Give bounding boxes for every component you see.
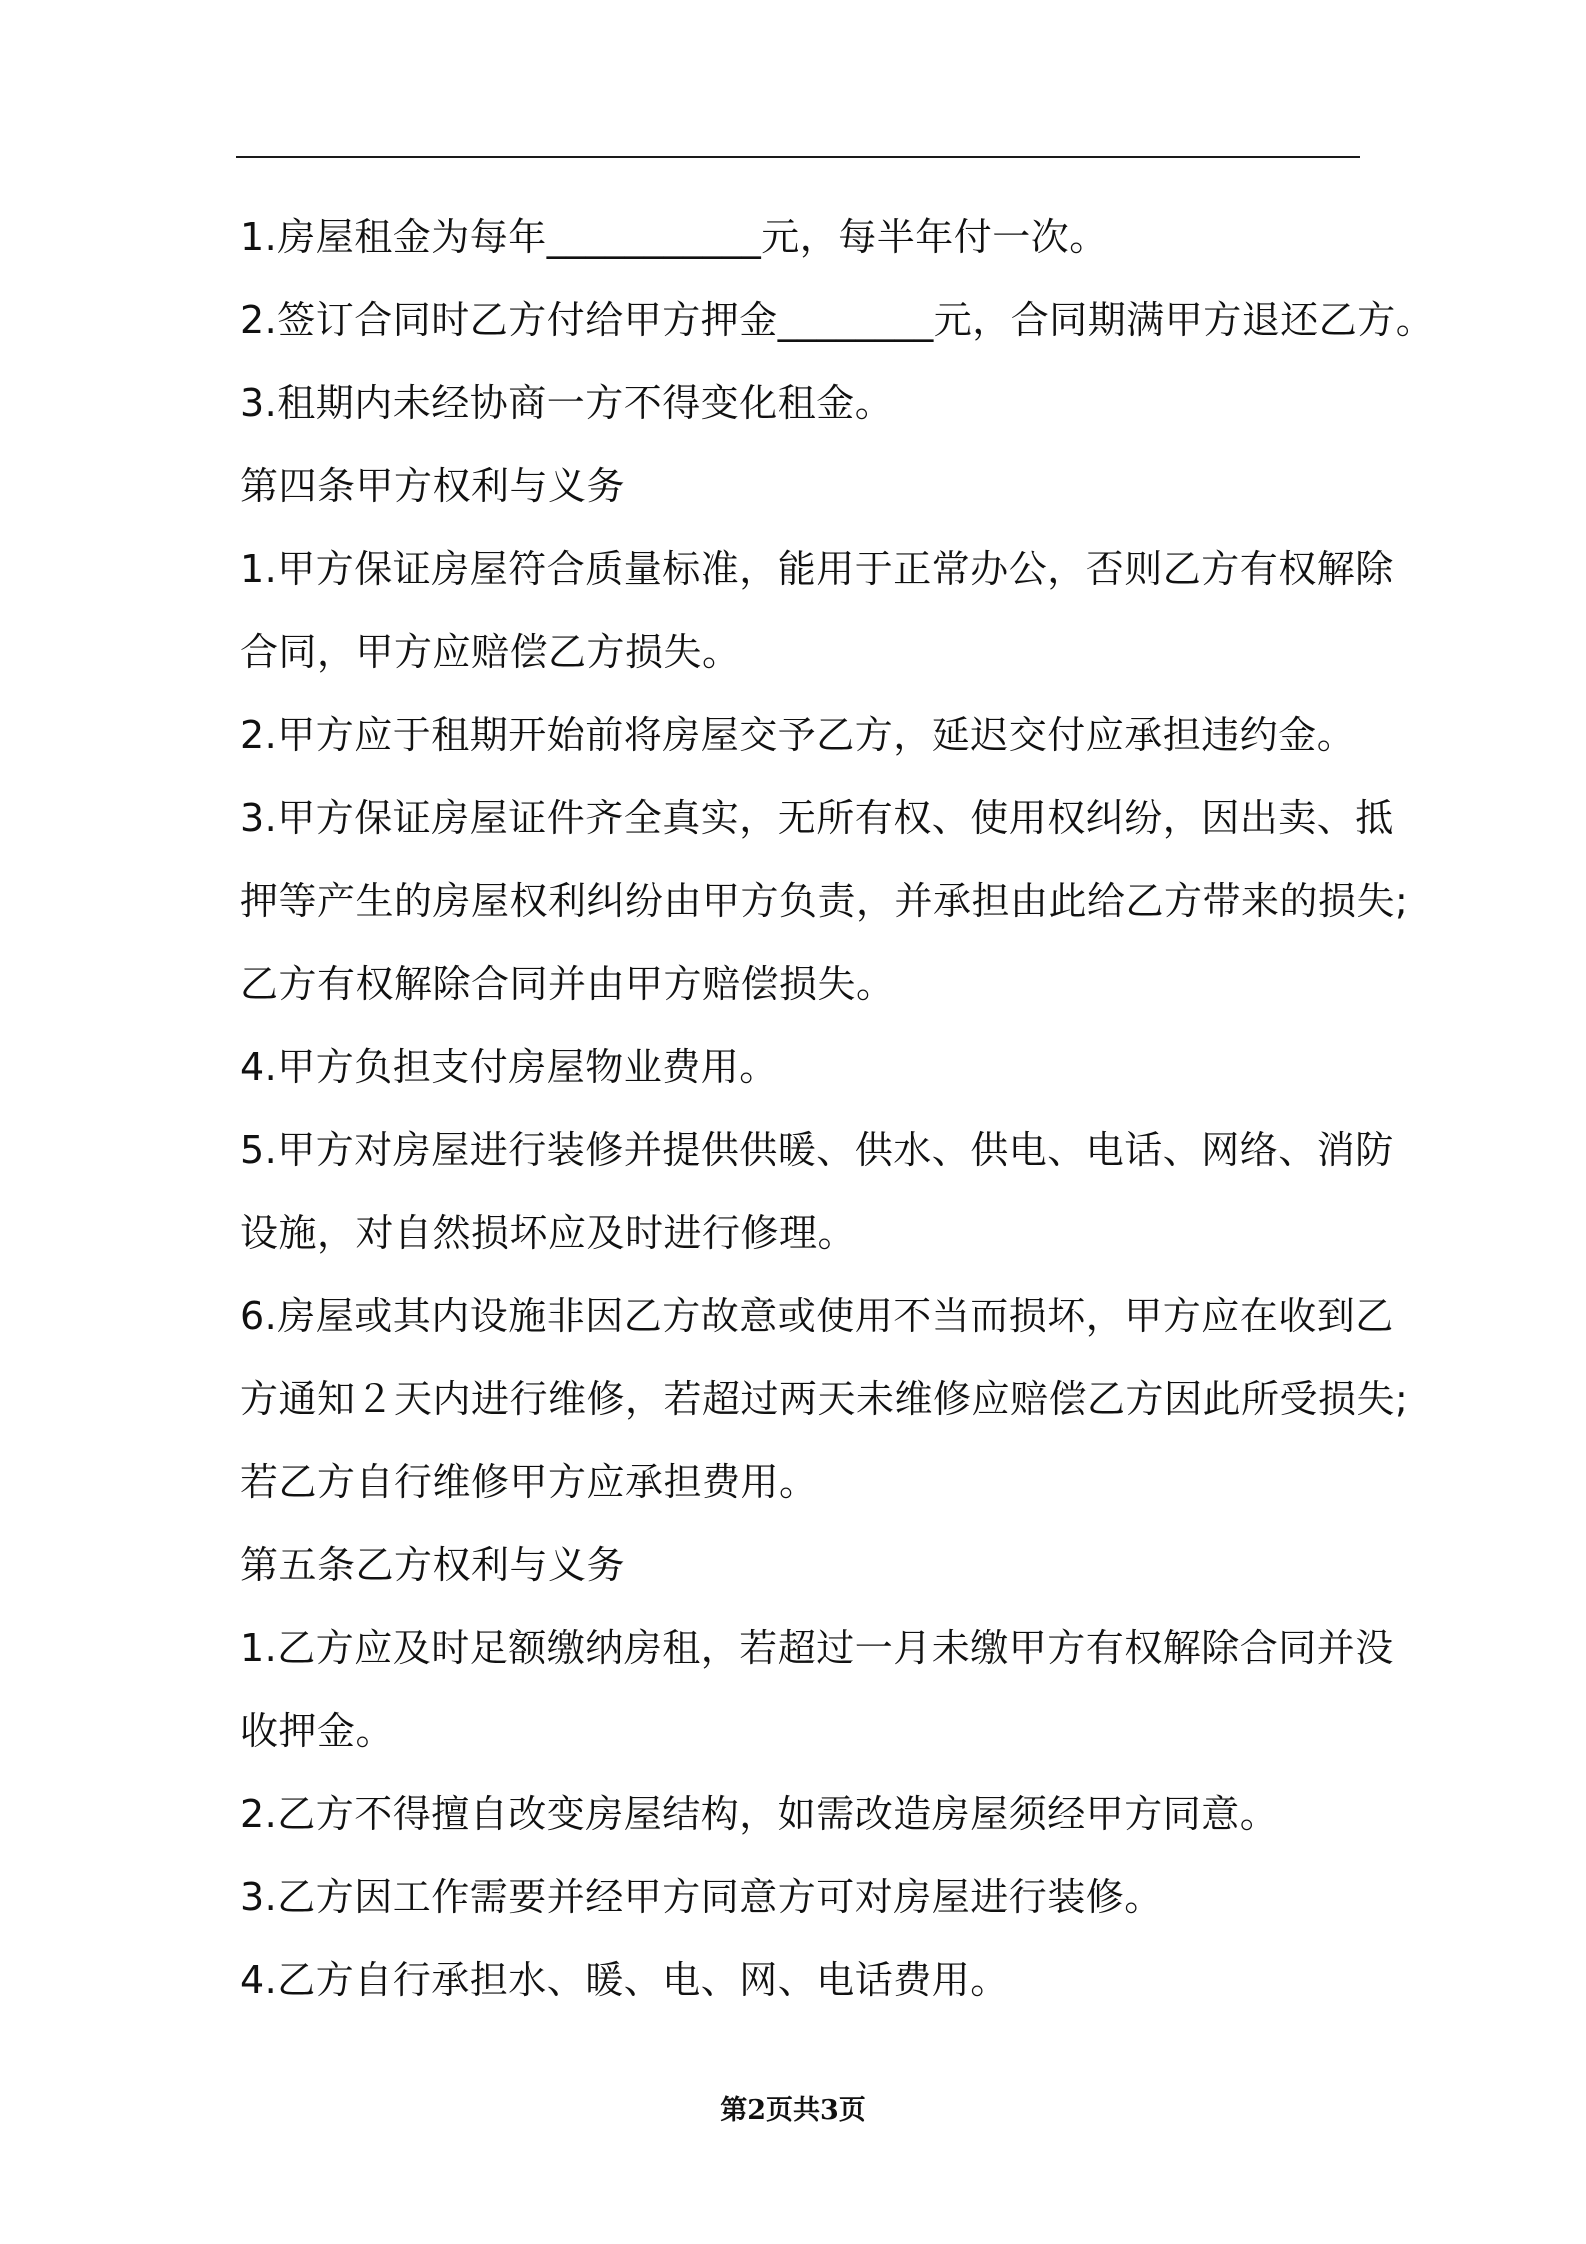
- text-line-11: 4.甲方负担支付房屋物业费用。: [240, 1045, 778, 1089]
- text-line-12: 5.甲方对房屋进行装修并提供供暖、供水、供电、电话、网络、消防: [240, 1128, 1394, 1172]
- text-line-6: 合同，甲方应赔偿乙方损失。: [240, 630, 741, 674]
- text-line-20: 2.乙方不得擅自改变房屋结构，如需改造房屋须经甲方同意。: [240, 1792, 1279, 1836]
- text-line-15: 方通知２天内进行维修，若超过两天未维修应赔偿乙方因此所受损失;: [240, 1377, 1409, 1421]
- text-line-21: 3.乙方因工作需要并经甲方同意方可对房屋进行装修。: [240, 1875, 1163, 1919]
- text-line-13: 设施，对自然损坏应及时进行修理。: [240, 1211, 857, 1255]
- text-line-1: 1.房屋租金为每年___________元，每半年付一次。: [240, 215, 1108, 259]
- text-line-3: 3.租期内未经协商一方不得变化租金。: [240, 381, 894, 425]
- text-line-8: 3.甲方保证房屋证件齐全真实，无所有权、使用权纠纷，因出卖、抵: [240, 796, 1394, 840]
- header-rule: [236, 156, 1360, 158]
- text-line-14: 6.房屋或其内设施非因乙方故意或使用不当而损坏，甲方应在收到乙: [240, 1294, 1394, 1338]
- page-number-footer: 第2页共3页: [720, 2095, 866, 2126]
- text-line-9: 押等产生的房屋权利纠纷由甲方负责，并承担由此给乙方带来的损失;: [240, 879, 1409, 923]
- document-body: [240, 196, 1435, 2022]
- section-heading-article-4: 第四条甲方权利与义务: [240, 464, 626, 508]
- text-line-2: 2.签订合同时乙方付给甲方押金________元，合同期满甲方退还乙方。: [240, 298, 1435, 342]
- text-line-7: 2.甲方应于租期开始前将房屋交予乙方，延迟交付应承担违约金。: [240, 713, 1356, 757]
- text-line-16: 若乙方自行维修甲方应承担费用。: [240, 1460, 818, 1504]
- section-heading-article-5: 第五条乙方权利与义务: [240, 1543, 626, 1587]
- text-line-19: 收押金。: [240, 1709, 395, 1753]
- text-line-18: 1.乙方应及时足额缴纳房租，若超过一月未缴甲方有权解除合同并没: [240, 1626, 1394, 1670]
- text-line-10: 乙方有权解除合同并由甲方赔偿损失。: [240, 962, 895, 1006]
- text-line-22: 4.乙方自行承担水、暖、电、网、电话费用。: [240, 1958, 1009, 2002]
- text-line-5: 1.甲方保证房屋符合质量标准，能用于正常办公，否则乙方有权解除: [240, 547, 1394, 591]
